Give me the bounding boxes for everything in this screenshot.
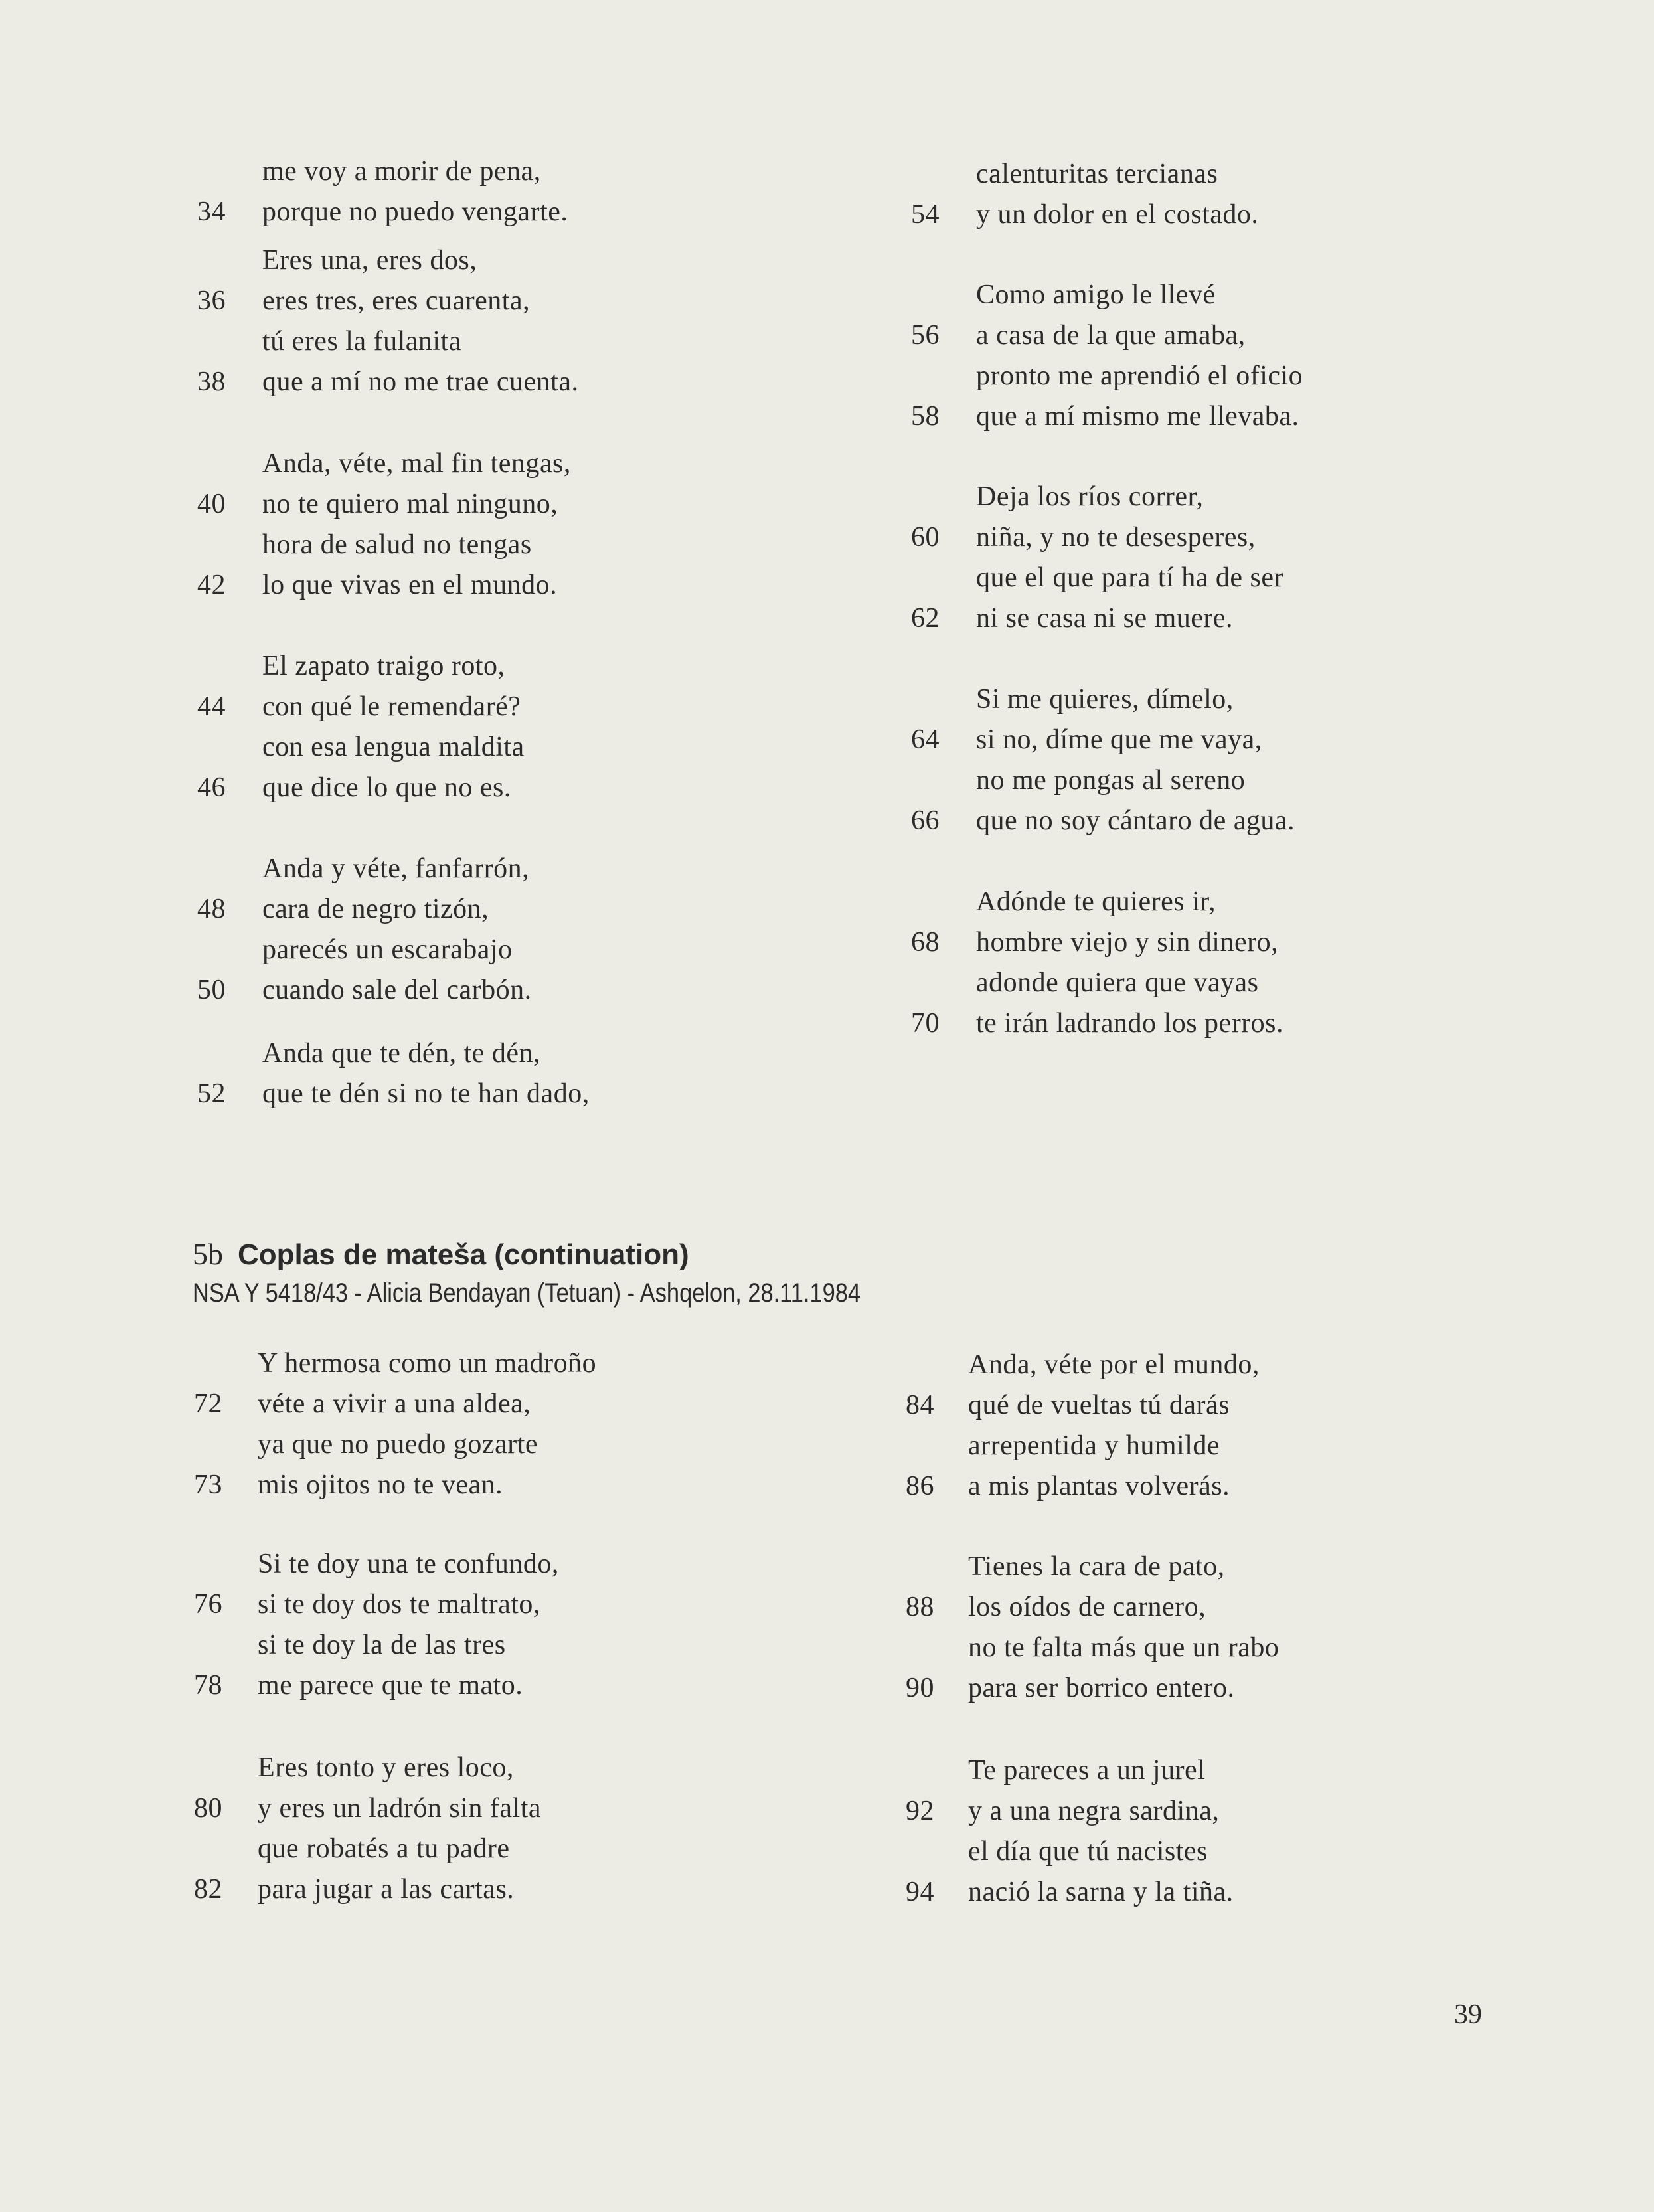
line-number: 48 bbox=[197, 894, 226, 924]
verse-text: no te falta más que un rabo bbox=[968, 1632, 1280, 1663]
line-number: 52 bbox=[197, 1078, 226, 1109]
verse-text: que el que para tí ha de ser bbox=[976, 562, 1283, 593]
page-number: 39 bbox=[1454, 1999, 1482, 2030]
verse-text: no te quiero mal ninguno, bbox=[262, 489, 558, 519]
verse-text: que te dén si no te han dado, bbox=[262, 1078, 590, 1109]
verse-text: adonde quiera que vayas bbox=[976, 968, 1259, 998]
verse-text: hora de salud no tengas bbox=[262, 529, 532, 560]
verse-text: no me pongas al sereno bbox=[976, 765, 1246, 796]
verse-text: los oídos de carnero, bbox=[968, 1592, 1206, 1622]
verse-text: que no soy cántaro de agua. bbox=[976, 806, 1295, 836]
line-number: 34 bbox=[197, 197, 226, 227]
line-number: 58 bbox=[911, 401, 940, 432]
line-number: 68 bbox=[911, 927, 940, 958]
line-number: 90 bbox=[906, 1673, 934, 1703]
verse-text: Anda, véte, mal fin tengas, bbox=[262, 448, 571, 479]
verse-text: pronto me aprendió el oficio bbox=[976, 361, 1303, 391]
verse-text: hombre viejo y sin dinero, bbox=[976, 927, 1279, 958]
verse-text: Eres una, eres dos, bbox=[262, 245, 477, 276]
verse-text: y a una negra sardina, bbox=[968, 1796, 1220, 1826]
verse-text: y eres un ladrón sin falta bbox=[258, 1793, 542, 1824]
verse-text: que robatés a tu padre bbox=[258, 1833, 510, 1864]
verse-text: para ser borrico entero. bbox=[968, 1673, 1235, 1703]
line-number: 72 bbox=[194, 1389, 222, 1419]
verse-text: a casa de la que amaba, bbox=[976, 320, 1246, 351]
verse-text: con esa lengua maldita bbox=[262, 732, 525, 762]
verse-text: lo que vivas en el mundo. bbox=[262, 570, 558, 600]
line-number: 73 bbox=[194, 1470, 222, 1500]
line-number: 94 bbox=[906, 1877, 934, 1907]
verse-text: que a mí mismo me llevaba. bbox=[976, 401, 1299, 432]
verse-text: y un dolor en el costado. bbox=[976, 199, 1259, 230]
section-number: 5b bbox=[193, 1237, 223, 1271]
verse-text: Si me quieres, dímelo, bbox=[976, 684, 1234, 715]
verse-text: Anda que te dén, te dén, bbox=[262, 1038, 541, 1068]
verse-text: tú eres la fulanita bbox=[262, 326, 461, 357]
line-number: 84 bbox=[906, 1390, 934, 1420]
line-number: 54 bbox=[911, 199, 940, 230]
verse-text: ya que no puedo gozarte bbox=[258, 1429, 538, 1460]
verse-text: cara de negro tizón, bbox=[262, 894, 489, 924]
section-title: Coplas de mateša (continuation) bbox=[238, 1238, 689, 1271]
verse-text: Eres tonto y eres loco, bbox=[258, 1752, 514, 1783]
verse-text: Anda, véte por el mundo, bbox=[968, 1349, 1260, 1380]
line-number: 70 bbox=[911, 1008, 940, 1039]
verse-text: me voy a morir de pena, bbox=[262, 156, 541, 187]
verse-text: porque no puedo vengarte. bbox=[262, 197, 568, 227]
verse-text: ni se casa ni se muere. bbox=[976, 603, 1234, 634]
verse-text: Tienes la cara de pato, bbox=[968, 1551, 1225, 1582]
line-number: 44 bbox=[197, 691, 226, 722]
verse-text: cuando sale del carbón. bbox=[262, 975, 532, 1005]
verse-text: véte a vivir a una aldea, bbox=[258, 1389, 531, 1419]
verse-text: Deja los ríos correr, bbox=[976, 481, 1204, 512]
line-number: 50 bbox=[197, 975, 226, 1005]
line-number: 46 bbox=[197, 772, 226, 803]
verse-text: que dice lo que no es. bbox=[262, 772, 511, 803]
line-number: 80 bbox=[194, 1793, 222, 1824]
line-number: 40 bbox=[197, 489, 226, 519]
verse-text: Anda y véte, fanfarrón, bbox=[262, 853, 530, 884]
line-number: 92 bbox=[906, 1796, 934, 1826]
verse-text: El zapato traigo roto, bbox=[262, 651, 505, 681]
verse-text: me parece que te mato. bbox=[258, 1670, 523, 1701]
verse-text: parecés un escarabajo bbox=[262, 934, 513, 965]
line-number: 64 bbox=[911, 724, 940, 755]
verse-text: calenturitas tercianas bbox=[976, 159, 1218, 189]
verse-text: si no, díme que me vaya, bbox=[976, 724, 1262, 755]
verse-text: Te pareces a un jurel bbox=[968, 1755, 1206, 1786]
line-number: 62 bbox=[911, 603, 940, 634]
verse-text: Y hermosa como un madroño bbox=[258, 1348, 597, 1379]
verse-text: eres tres, eres cuarenta, bbox=[262, 286, 531, 316]
verse-text: Adónde te quieres ir, bbox=[976, 887, 1216, 917]
verse-text: te irán ladrando los perros. bbox=[976, 1008, 1284, 1039]
recording-info: NSA Y 5418/43 - Alicia Bendayan (Tetuan) - Ashqelon, 28.11.1984 bbox=[193, 1278, 861, 1308]
line-number: 60 bbox=[911, 522, 940, 553]
verse-text: niña, y no te desesperes, bbox=[976, 522, 1256, 553]
verse-text: si te doy la de las tres bbox=[258, 1630, 506, 1660]
verse-text: Si te doy una te confundo, bbox=[258, 1549, 559, 1579]
line-number: 56 bbox=[911, 320, 940, 351]
section-heading bbox=[193, 1236, 689, 1272]
verse-text: el día que tú nacistes bbox=[968, 1836, 1208, 1867]
line-number: 82 bbox=[194, 1874, 222, 1905]
verse-text: qué de vueltas tú darás bbox=[968, 1390, 1230, 1420]
line-number: 76 bbox=[194, 1589, 222, 1620]
verse-text: mis ojitos no te vean. bbox=[258, 1470, 503, 1500]
verse-text: Como amigo le llevé bbox=[976, 280, 1216, 310]
verse-text: si te doy dos te maltrato, bbox=[258, 1589, 540, 1620]
line-number: 86 bbox=[906, 1471, 934, 1501]
verse-text: a mis plantas volverás. bbox=[968, 1471, 1230, 1501]
verse-text: con qué le remendaré? bbox=[262, 691, 521, 722]
verse-text: para jugar a las cartas. bbox=[258, 1874, 515, 1905]
line-number: 36 bbox=[197, 286, 226, 316]
verse-text: que a mí no me trae cuenta. bbox=[262, 367, 579, 397]
line-number: 42 bbox=[197, 570, 226, 600]
line-number: 78 bbox=[194, 1670, 222, 1701]
verse-text: nació la sarna y la tiña. bbox=[968, 1877, 1234, 1907]
line-number: 66 bbox=[911, 806, 940, 836]
verse-text: arrepentida y humilde bbox=[968, 1430, 1220, 1461]
line-number: 88 bbox=[906, 1592, 934, 1622]
line-number: 38 bbox=[197, 367, 226, 397]
